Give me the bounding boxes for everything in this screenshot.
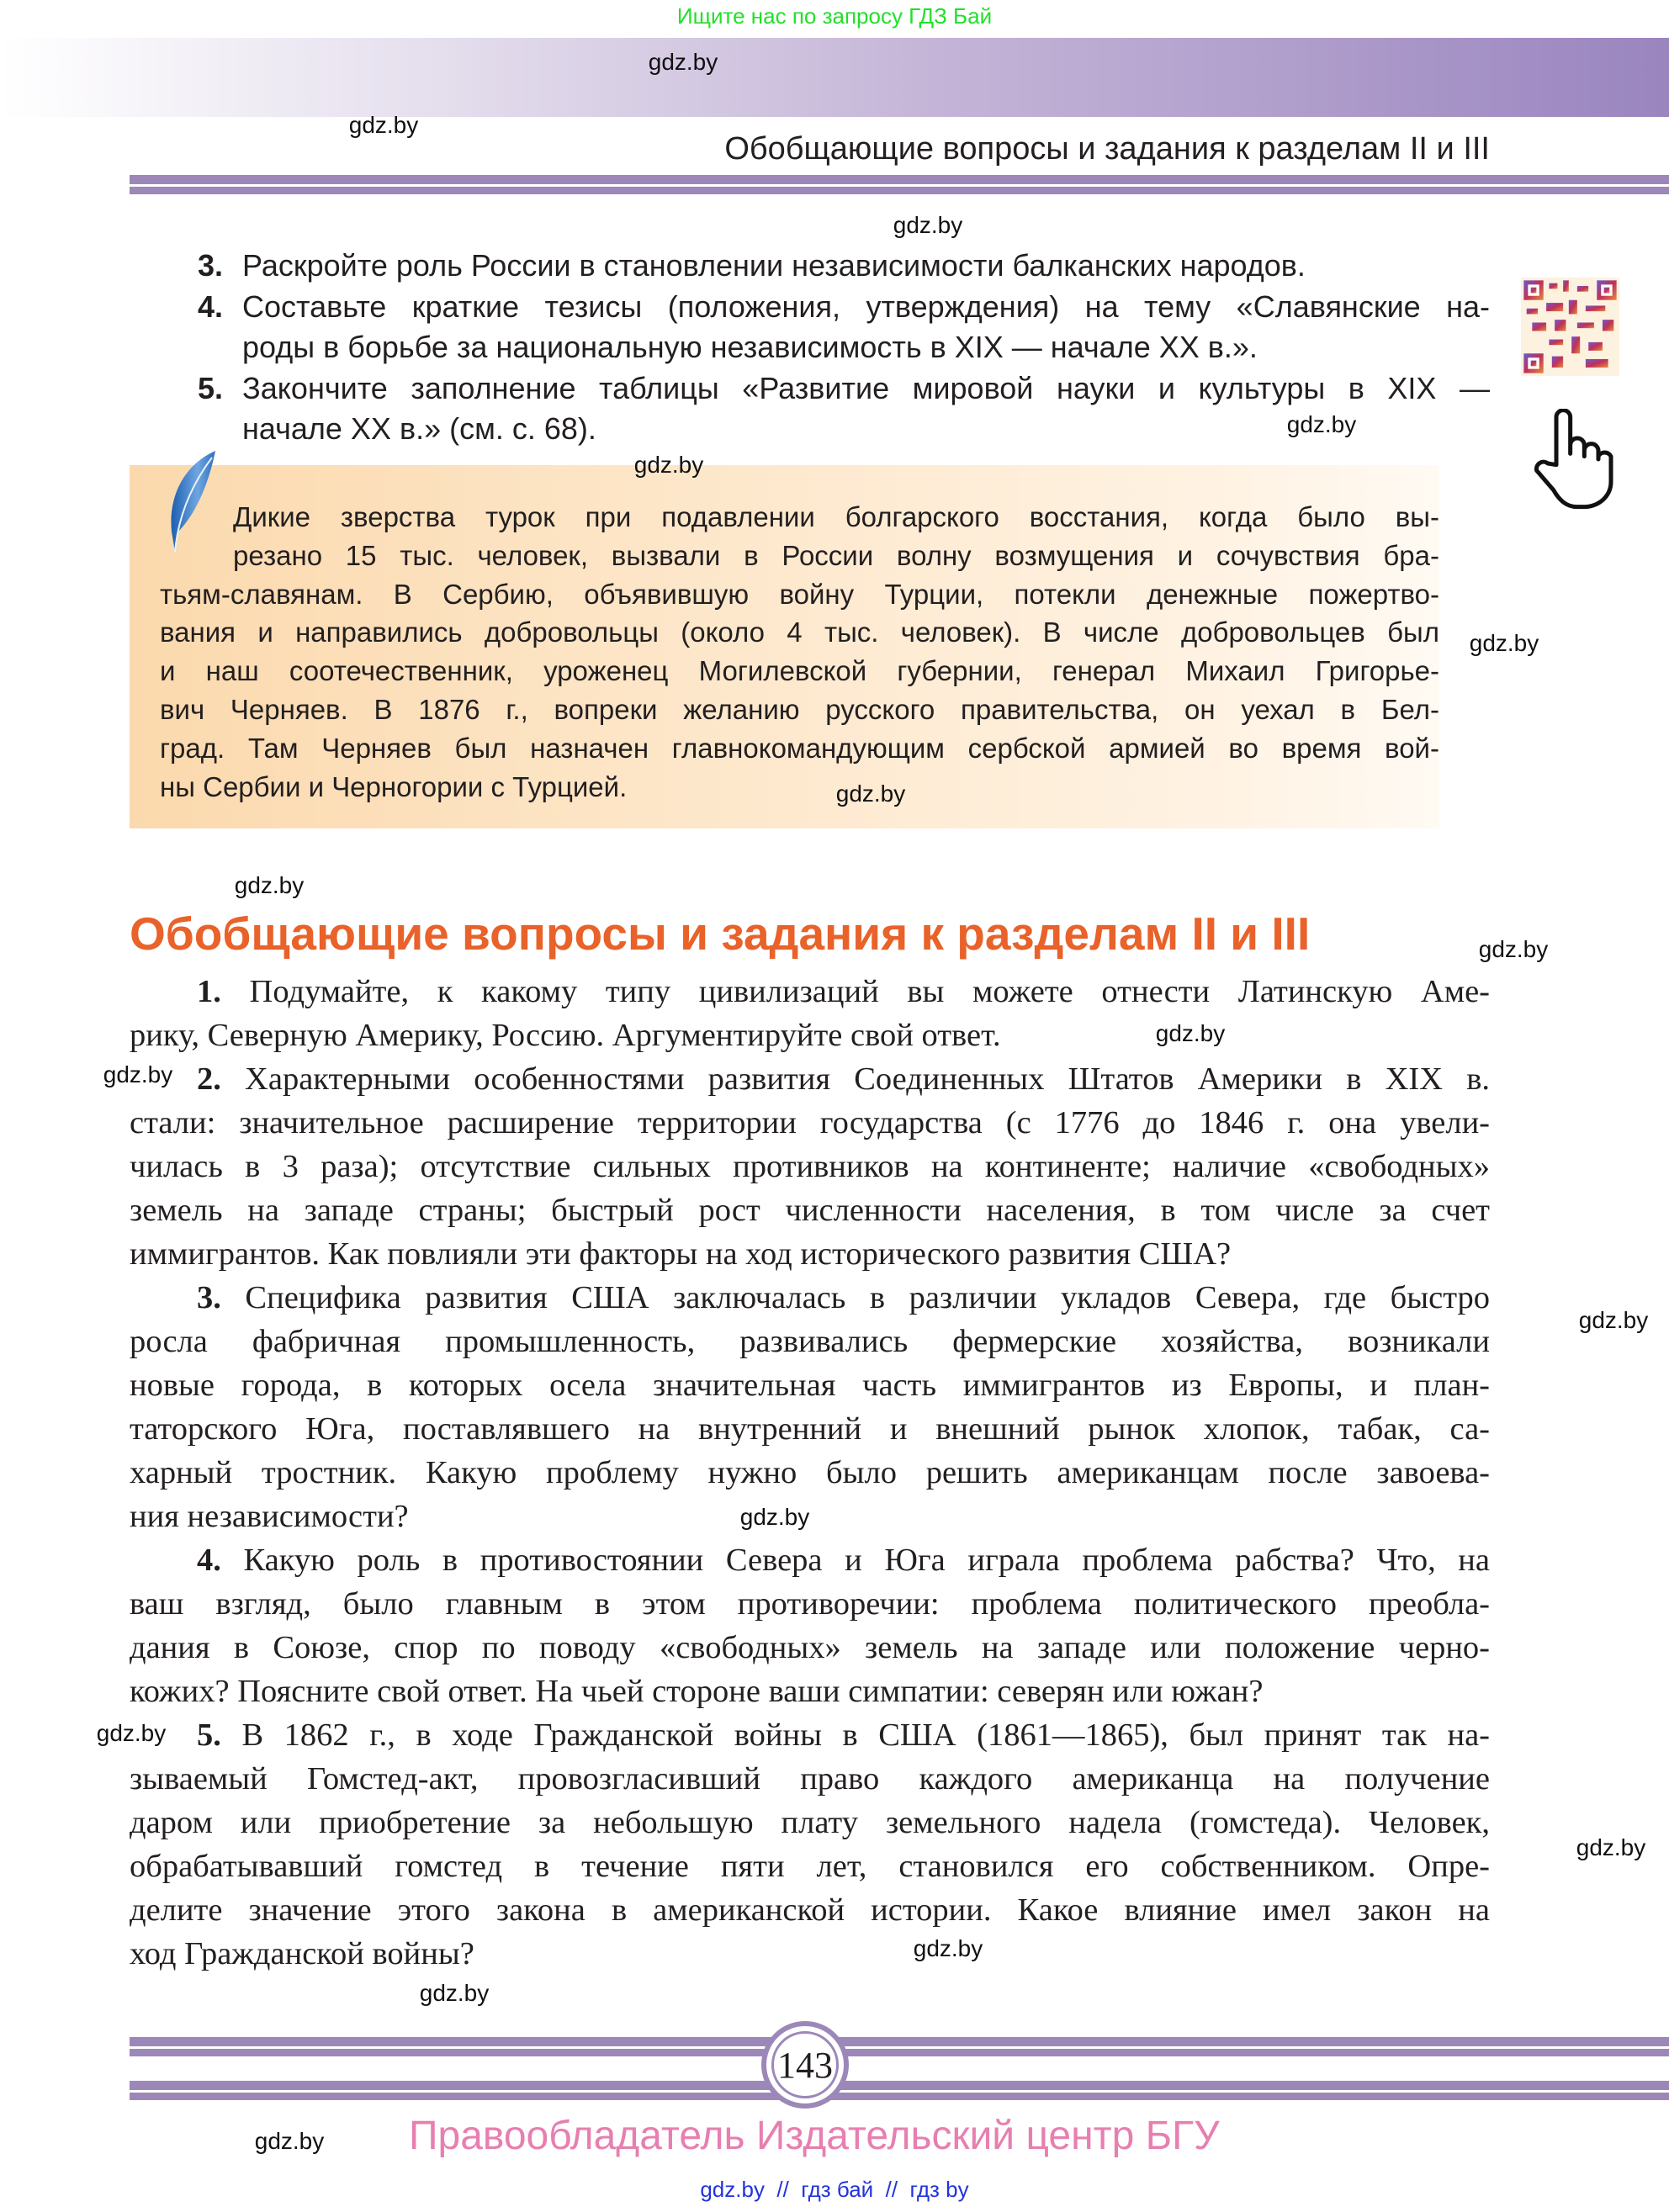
text-line: тьям-славянам. В Сербию, объявившую войну Турции, потекли денежные пожертво- [160,578,1439,610]
running-head: Обобщающие вопросы и задания к разделам II и III [724,131,1490,167]
text-line [130,1188,1490,1232]
text-line [130,1013,1490,1057]
question-item [130,970,1490,1057]
text-line [130,1407,1490,1451]
watermark: gdz.by [893,212,963,238]
text-line-content: росла фабричная промышленность, развивались фермерские хозяйства, возникали [130,1324,1490,1359]
text-line: Составьте краткие тезисы (положения, утверждения) на тему «Славянские на- [242,288,1490,324]
question-item [130,1276,1490,1538]
text-line-content: кожих? Поясните свой ответ. На чьей стороне ваши симпатии: северян или южан? [130,1674,1264,1709]
task-text [242,246,1490,287]
text-line [130,1363,1490,1407]
question-number: 1. [197,974,221,1009]
text-line: вания и направились добровольцы (около 4 тыс. человек). В числе добровольцев был [160,617,1439,648]
footer-links[interactable]: gdz.by // гдз бай // гдз by [700,2177,969,2202]
watermark: gdz.by [633,452,704,478]
watermark: gdz.by [835,781,906,807]
text-line-content: В 1862 г., в ходе Гражданской войны в США (1861—1865), был принят так на- [241,1717,1490,1753]
watermark: gdz.by [913,1935,983,1961]
text-line-content: чилась в 3 раза); отсутствие сильных противников на континенте; наличие «свободных» [130,1149,1490,1184]
text-line-content: даром или приобретение за небольшую плату земельного надела (гомстеда). Человек, [130,1805,1490,1840]
text-line-content: обрабатывавший гомстед в течение пяти лет, становился его собственником. Опре- [130,1849,1490,1884]
text-line-content: харный тростник. Какую проблему нужно было решить американцам после завоева- [130,1455,1490,1490]
text-line [130,1451,1490,1495]
watermark: gdz.by [96,1720,167,1746]
task-text [242,287,1490,368]
text-line-content: ход Гражданской войны? [130,1936,474,1971]
page-number: 143 [777,2045,833,2086]
text-line [130,1101,1490,1145]
text-line: ны Сербии и Черногории с Турцией. [160,770,628,802]
task-number: 4. [198,288,224,324]
top-note: Ищите нас по запросу ГДЗ Бай [676,3,993,29]
text-line [130,1145,1490,1188]
text-line [130,1888,1490,1932]
questions-body [130,970,1490,1976]
text-line [130,1538,1490,1582]
text-line-content: делите значение этого закона в американской истории. Какое влияние имел закон на [130,1892,1490,1928]
question-number: 4. [197,1543,221,1578]
text-line-content: зываемый Гомстед-акт, провозгласивший право каждого американца на получение [130,1761,1490,1797]
text-line [130,1801,1490,1844]
text-line [130,1276,1490,1320]
text-line: Раскройте роль России в становлении независимости балканских народов. [242,248,1306,283]
text-line-content: новые города, в которых осела значительная часть иммигрантов из Европы, и план- [130,1368,1490,1403]
text-line [130,1670,1490,1713]
question-item [130,1713,1490,1976]
text-line-content: ваш взгляд, было главным в этом противоречии: проблема политического преобла- [130,1586,1490,1622]
text-line-content: Специфика развития США заключалась в различии укладов Севера, где быстро [245,1280,1490,1315]
copyright-watermark: Правообладатель Издательский центр БГУ [409,2114,1220,2158]
text-line: град. Там Черняев был назначен главнокомандующим сербской армией во время вой- [160,732,1439,764]
text-line-content: ния независимости? [130,1499,409,1534]
task-item [198,246,1490,287]
text-line: резано 15 тыс. человек, вызвали в России волну возмущения и сочувствия бра- [233,539,1439,571]
header-rule [130,175,1669,184]
text-line-content: Характерными особенностями развития Соединенных Штатов Америки в XIX в. [245,1061,1491,1097]
text-line: начале XX в.» (см. с. 68). [242,411,596,446]
header-band [0,38,1669,117]
text-line-content: рику, Северную Америку, Россию. Аргументируйте свой ответ. [130,1018,1001,1053]
watermark: gdz.by [1578,1307,1649,1333]
text-line [130,1713,1490,1757]
text-line-content: земель на западе страны; быстрый рост численности населения, в том числе за счет [130,1193,1490,1228]
text-line: и наш соотечественник, уроженец Могилевской губернии, генерал Михаил Григорье- [160,655,1439,687]
question-item [130,1538,1490,1713]
text-line [130,1582,1490,1626]
task-item [198,287,1490,368]
watermark: gdz.by [648,49,718,75]
text-line: роды в борьбе за национальную независимость в XIX — начале XX в.». [242,330,1258,364]
pointing-hand-icon [1531,409,1615,510]
task-number: 3. [198,248,224,283]
text-line-content: таторского Юга, поставлявшего на внутренний и внешний рынок хлопок, табак, са- [130,1411,1490,1447]
text-line [130,1757,1490,1801]
text-line-content: Какую роль в противостоянии Севера и Юга играла проблема рабства? Что, на [243,1543,1490,1578]
footer-rule [130,2037,1669,2046]
watermark: gdz.by [1478,936,1549,962]
watermark: gdz.by [254,2128,325,2154]
question-item [130,1057,1490,1276]
footer-rule [130,2049,1669,2056]
text-line [130,1495,1490,1538]
watermark: gdz.by [419,1980,490,2006]
text-line-content: дания в Союзе, спор по поводу «свободных» земель на западе или положение черно- [130,1630,1490,1665]
text-line: вич Черняев. В 1876 г., вопреки желанию русского правительства, он уехал в Бел- [160,693,1439,725]
watermark: gdz.by [234,872,305,898]
text-line-content: иммигрантов. Как повлияли эти факторы на ход исторического развития США? [130,1236,1232,1272]
footer-rule [130,2081,1669,2090]
footer-rule [130,2093,1669,2100]
text-line [130,1844,1490,1888]
text-line [130,1320,1490,1363]
qr-code-icon[interactable] [1521,278,1619,376]
text-line [130,1626,1490,1670]
text-line [130,1232,1490,1276]
text-line [130,1057,1490,1101]
info-box-text [160,498,1439,806]
watermark: gdz.by [1576,1834,1646,1860]
watermark: gdz.by [103,1061,173,1087]
text-line: Дикие зверства турок при подавлении болгарского восстания, когда было вы- [233,501,1439,532]
question-number: 2. [197,1061,221,1097]
watermark: gdz.by [1286,411,1357,437]
text-line [130,1932,1490,1976]
watermark: gdz.by [1155,1020,1226,1046]
watermark: gdz.by [739,1504,810,1530]
question-number: 5. [197,1717,221,1753]
text-line: Закончите заполнение таблицы «Развитие мировой науки и культуры в XIX — [242,370,1490,405]
text-line-content: Подумайте, к какому типу цивилизаций вы можете отнести Латинскую Аме- [249,974,1491,1009]
question-number: 3. [197,1280,221,1315]
text-line-content: стали: значительное расширение территории государства (с 1776 до 1846 г. она увели- [130,1105,1490,1140]
header-rule [130,187,1669,194]
watermark: gdz.by [1469,630,1539,656]
watermark: gdz.by [348,112,419,138]
text-line [130,970,1490,1013]
section-heading: Обобщающие вопросы и задания к разделам II и III [130,908,1311,960]
task-number: 5. [198,370,224,405]
